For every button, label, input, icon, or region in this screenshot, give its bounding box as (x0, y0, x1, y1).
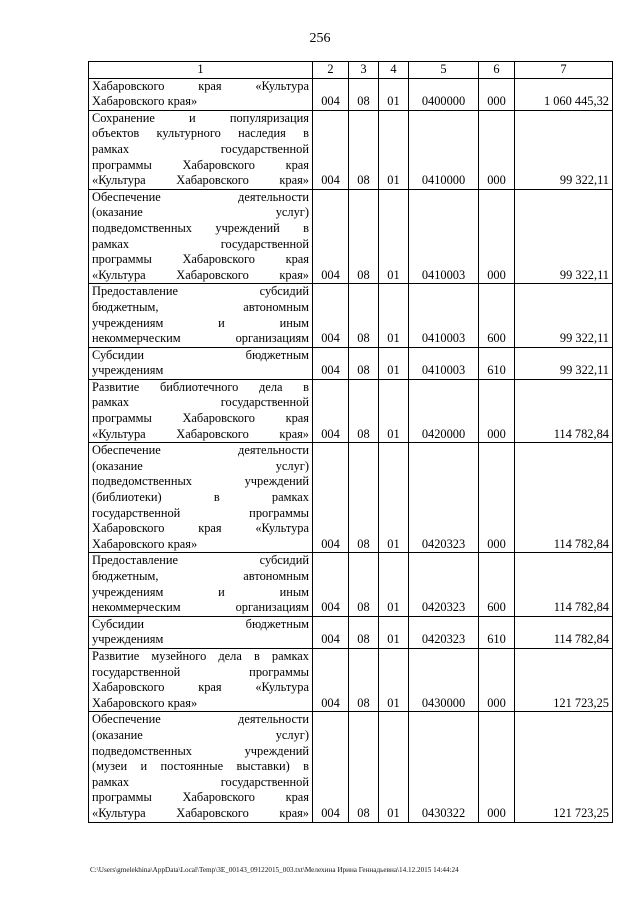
code-gov: 004 (313, 379, 349, 442)
code-expense-type: 600 (479, 553, 515, 616)
code-section: 08 (349, 110, 379, 189)
row-name (89, 78, 313, 110)
row-name-line: бюджетным, автономным (92, 569, 309, 583)
row-name-line: программы Хабаровского края (92, 252, 309, 267)
row-name (89, 648, 313, 711)
code-subsection: 01 (379, 379, 409, 442)
code-subsection: 01 (379, 284, 409, 347)
row-name-line: учреждениям (92, 632, 164, 647)
row-name (89, 616, 313, 648)
code-gov: 004 (313, 616, 349, 648)
row-name-line: Предоставление субсидий (92, 284, 309, 299)
code-target: 0420323 (409, 616, 479, 648)
column-header-4: 4 (379, 62, 409, 79)
code-subsection: 01 (379, 189, 409, 284)
row-name-line: (оказание услуг) (92, 458, 309, 473)
amount: 99 322,11 (515, 284, 613, 347)
row-name-line: подведомственных учреждений (92, 474, 309, 489)
table-row (89, 347, 613, 379)
row-name-line: государственной программы (92, 505, 309, 520)
row-name-line: Обеспечение деятельности (92, 712, 309, 727)
amount: 114 782,84 (515, 553, 613, 616)
row-name (89, 110, 313, 189)
code-section: 08 (349, 78, 379, 110)
code-target: 0420323 (409, 443, 479, 553)
row-name-line: Развитие библиотечного дела в (92, 379, 309, 394)
code-section: 08 (349, 284, 379, 347)
amount: 114 782,84 (515, 616, 613, 648)
code-expense-type: 000 (479, 379, 515, 442)
table-row (89, 78, 613, 110)
row-name (89, 553, 313, 616)
column-header-6: 6 (479, 62, 515, 79)
row-name-line: бюджетным, автономным (92, 299, 309, 314)
code-section: 08 (349, 648, 379, 711)
row-name-line: «Культура Хабаровского края» (92, 805, 309, 820)
row-name-line: Хабаровского края» (92, 536, 198, 551)
row-name-line: программы Хабаровского края (92, 157, 309, 172)
column-header-5: 5 (409, 62, 479, 79)
row-name (89, 284, 313, 347)
table-row (89, 443, 613, 553)
row-name-line: рамках государственной (92, 774, 309, 789)
code-section: 08 (349, 443, 379, 553)
code-expense-type: 000 (479, 78, 515, 110)
code-section: 08 (349, 712, 379, 822)
code-gov: 004 (313, 648, 349, 711)
table-row (89, 189, 613, 284)
row-name-line: «Культура Хабаровского края» (92, 173, 309, 188)
row-name-line: Предоставление субсидий (92, 553, 309, 568)
row-name-line: рамках государственной (92, 141, 309, 156)
code-target: 0410003 (409, 189, 479, 284)
row-name (89, 189, 313, 284)
column-header-2: 2 (313, 62, 349, 79)
row-name-line: Обеспечение деятельности (92, 189, 309, 204)
amount: 99 322,11 (515, 189, 613, 284)
code-expense-type: 610 (479, 616, 515, 648)
row-name-line: Хабаровского края «Культура (92, 521, 309, 536)
code-gov: 004 (313, 78, 349, 110)
code-section: 08 (349, 616, 379, 648)
row-name-line: учреждениям (92, 363, 164, 378)
column-header-3: 3 (349, 62, 379, 79)
row-name-line: Хабаровского края «Культура (92, 680, 309, 695)
amount: 99 322,11 (515, 347, 613, 379)
row-name-line: объектов культурного наследия в (92, 126, 309, 141)
row-name-line: Хабаровского края «Культура (92, 78, 309, 93)
row-name-line: (оказание услуг) (92, 205, 309, 220)
row-name-line: учреждениям и иным (92, 315, 309, 330)
row-name-line: Субсидии бюджетным (92, 616, 309, 631)
table-row (89, 553, 613, 616)
table-row (89, 712, 613, 822)
code-target: 0410003 (409, 347, 479, 379)
code-target: 0410003 (409, 284, 479, 347)
column-header-7: 7 (515, 62, 613, 79)
table-row (89, 616, 613, 648)
row-name (89, 443, 313, 553)
code-subsection: 01 (379, 553, 409, 616)
code-subsection: 01 (379, 648, 409, 711)
code-section: 08 (349, 347, 379, 379)
code-target: 0420000 (409, 379, 479, 442)
page-number: 256 (309, 31, 331, 46)
budget-table (88, 61, 613, 823)
code-expense-type: 000 (479, 712, 515, 822)
code-gov: 004 (313, 189, 349, 284)
code-subsection: 01 (379, 110, 409, 189)
row-name-line: Хабаровского края» (92, 94, 198, 109)
row-name-line: некоммерческим организациям (92, 600, 309, 615)
amount: 121 723,25 (515, 648, 613, 711)
row-name-line: «Культура Хабаровского края» (92, 267, 309, 282)
row-name-line: (библиотеки) в рамках (92, 490, 309, 505)
code-gov: 004 (313, 284, 349, 347)
row-name-line: рамках государственной (92, 395, 309, 410)
code-subsection: 01 (379, 443, 409, 553)
row-name (89, 347, 313, 379)
code-expense-type: 000 (479, 189, 515, 284)
row-name-line: (оказание услуг) (92, 727, 309, 742)
row-name-line: Обеспечение деятельности (92, 443, 309, 458)
code-subsection: 01 (379, 347, 409, 379)
code-gov: 004 (313, 347, 349, 379)
code-target: 0400000 (409, 78, 479, 110)
code-gov: 004 (313, 110, 349, 189)
code-section: 08 (349, 379, 379, 442)
code-subsection: 01 (379, 616, 409, 648)
row-name-line: подведомственных учреждений в (92, 220, 309, 235)
code-target: 0430322 (409, 712, 479, 822)
code-subsection: 01 (379, 78, 409, 110)
row-name-line: Развитие музейного дела в рамках (92, 648, 309, 663)
code-expense-type: 000 (479, 443, 515, 553)
table-row (89, 110, 613, 189)
row-name-line: государственной программы (92, 664, 309, 679)
table-body (89, 78, 613, 822)
row-name (89, 379, 313, 442)
code-expense-type: 610 (479, 347, 515, 379)
code-expense-type: 000 (479, 110, 515, 189)
code-section: 08 (349, 553, 379, 616)
row-name-line: «Культура Хабаровского края» (92, 426, 309, 441)
amount: 114 782,84 (515, 443, 613, 553)
row-name (89, 712, 313, 822)
file-path-footer: C:\Users\gmelekhina\AppData\Local\Temp\3E_00143_09122015_003.txt\Мелехина Ирина Геннадьевна\14.12.2015 14:44:24 (90, 866, 459, 874)
amount: 114 782,84 (515, 379, 613, 442)
code-gov: 004 (313, 443, 349, 553)
row-name-line: рамках государственной (92, 236, 309, 251)
code-section: 08 (349, 189, 379, 284)
table-row (89, 284, 613, 347)
row-name-line: подведомственных учреждений (92, 743, 309, 758)
amount: 1 060 445,32 (515, 78, 613, 110)
code-expense-type: 600 (479, 284, 515, 347)
row-name-line: Субсидии бюджетным (92, 347, 309, 362)
row-name-line: (музеи и постоянные выставки) в (92, 759, 309, 774)
header-row (89, 62, 613, 79)
row-name-line: учреждениям и иным (92, 584, 309, 599)
row-name-line: Сохранение и популяризация (92, 110, 309, 125)
code-target: 0430000 (409, 648, 479, 711)
code-target: 0410000 (409, 110, 479, 189)
code-subsection: 01 (379, 712, 409, 822)
row-name-line: программы Хабаровского края (92, 411, 309, 426)
code-expense-type: 000 (479, 648, 515, 711)
table-row (89, 379, 613, 442)
code-gov: 004 (313, 712, 349, 822)
code-gov: 004 (313, 553, 349, 616)
amount: 121 723,25 (515, 712, 613, 822)
table-row (89, 648, 613, 711)
row-name-line: Хабаровского края» (92, 695, 198, 710)
row-name-line: некоммерческим организациям (92, 331, 309, 346)
column-header-1: 1 (89, 62, 313, 79)
code-target: 0420323 (409, 553, 479, 616)
row-name-line: программы Хабаровского края (92, 790, 309, 805)
amount: 99 322,11 (515, 110, 613, 189)
